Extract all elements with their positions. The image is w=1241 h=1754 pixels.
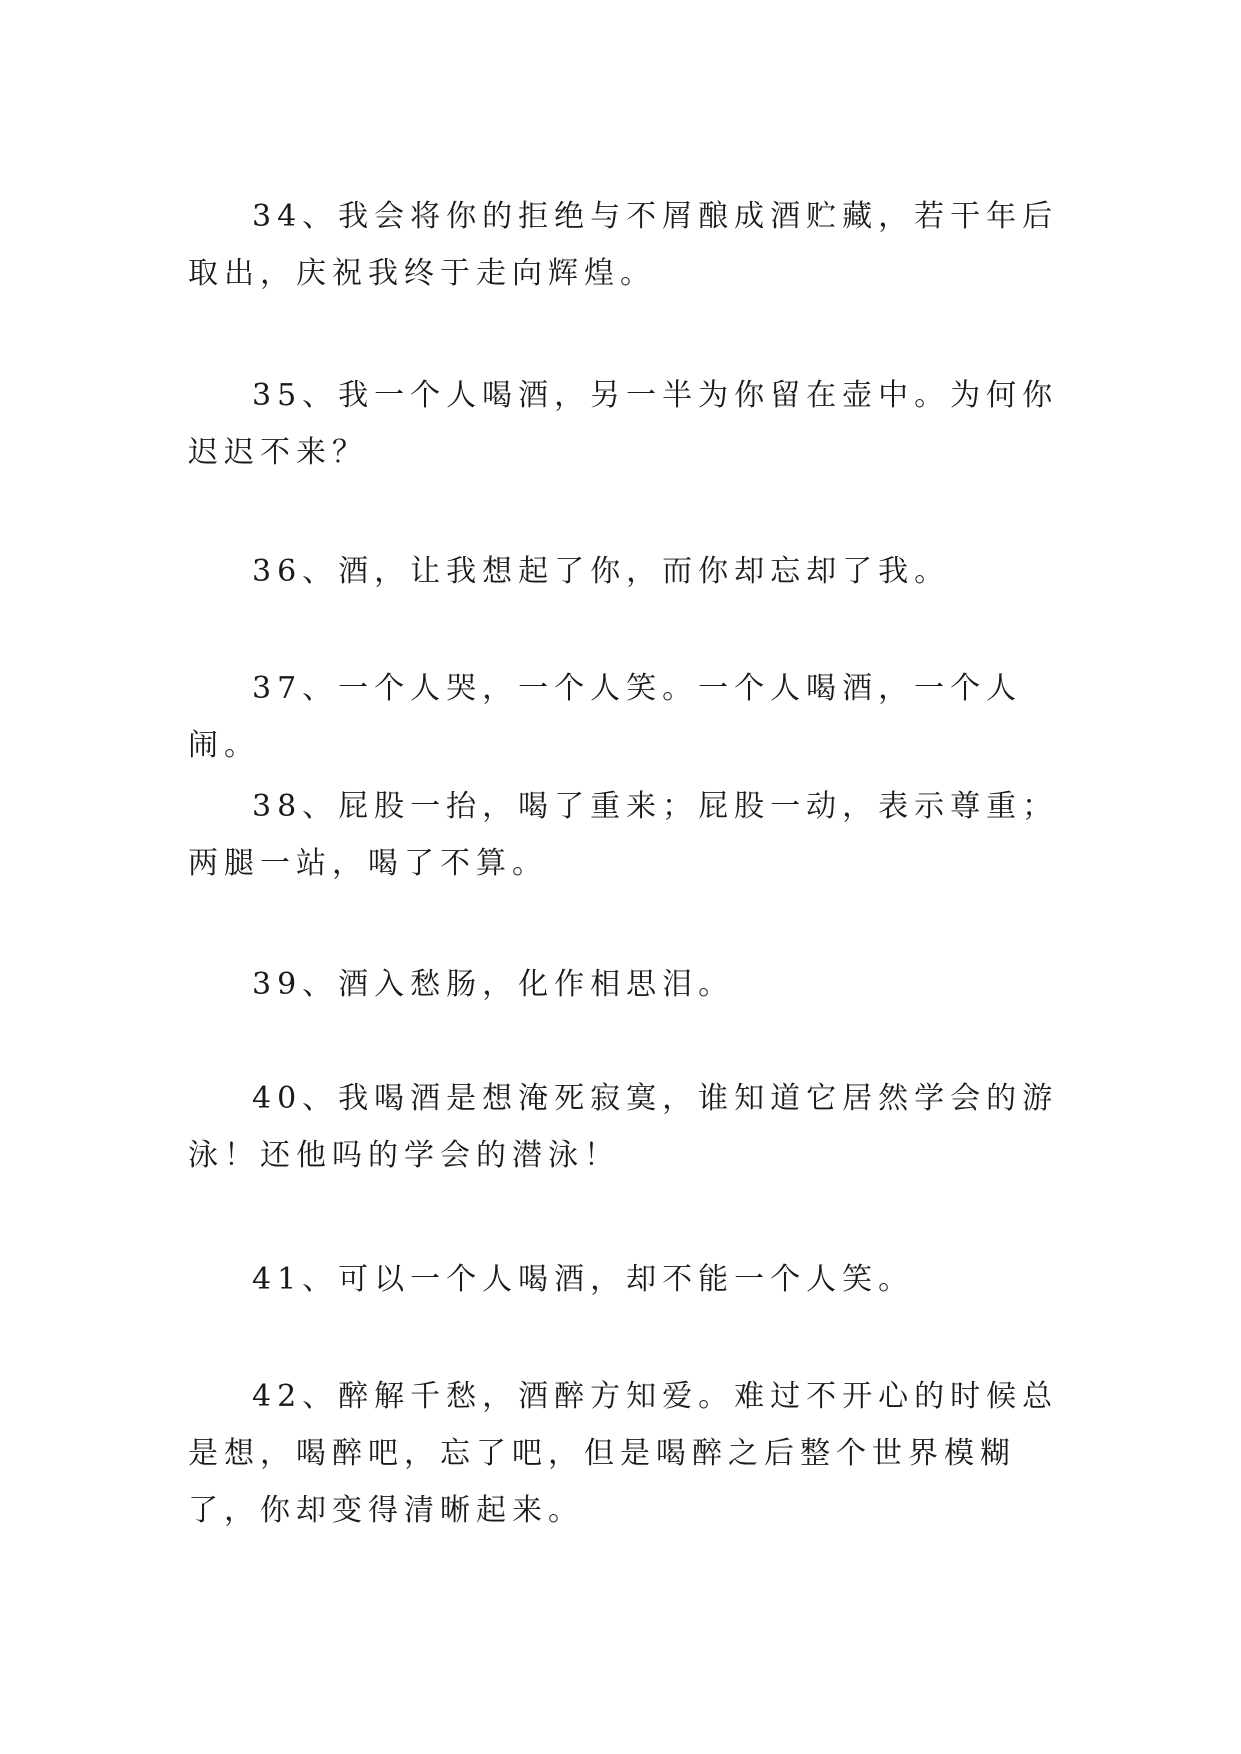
paragraph-34: 34、我会将你的拒绝与不屑酿成酒贮藏，若干年后取出，庆祝我终于走向辉煌。	[188, 199, 1059, 291]
paragraph-37: 37、一个人哭，一个人笑。一个人喝酒，一个人闹。	[188, 671, 1023, 763]
paragraph-35: 35、我一个人喝酒，另一半为你留在壶中。为何你迟迟不来？	[188, 378, 1059, 470]
paragraph-36: 36、酒，让我想起了你，而你却忘却了我。	[252, 554, 951, 589]
paragraph-42: 42、醉解千愁，酒醉方知爱。难过不开心的时候总是想，喝醉吧，忘了吧，但是喝醉之后整个世界模糊了，你却变得清晰起来。	[188, 1379, 1059, 1528]
paragraph-38: 38、屁股一抬，喝了重来；屁股一动，表示尊重；两腿一站，喝了不算。	[188, 789, 1059, 881]
paragraph-39: 39、酒入愁肠，化作相思泪。	[252, 967, 735, 1002]
paragraph-41: 41、可以一个人喝酒，却不能一个人笑。	[252, 1262, 915, 1297]
paragraph-40: 40、我喝酒是想淹死寂寞，谁知道它居然学会的游泳！还他吗的学会的潜泳！	[188, 1081, 1059, 1173]
